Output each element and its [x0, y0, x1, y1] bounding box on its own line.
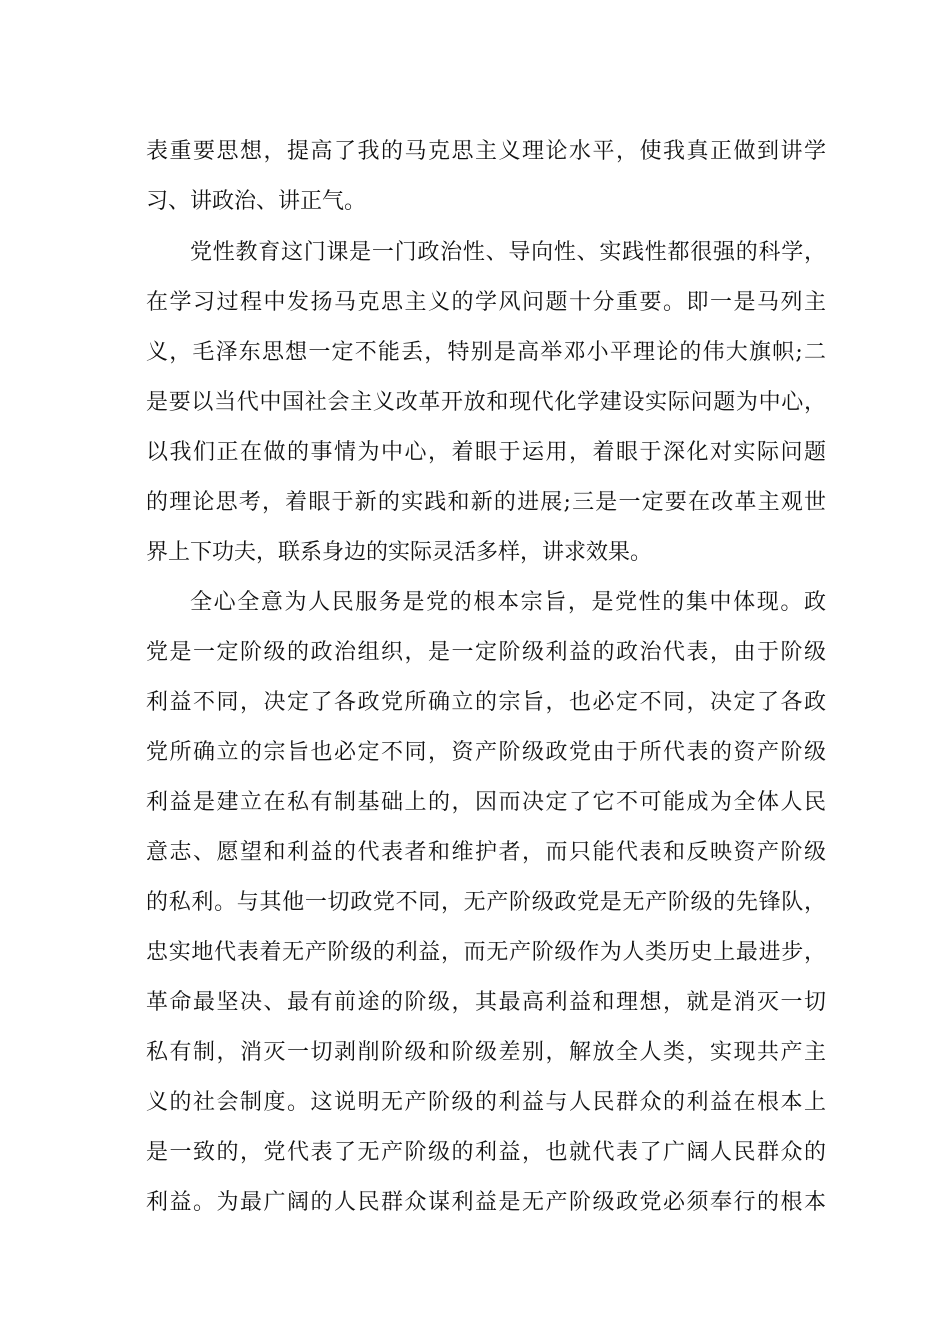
text-line: 利益是建立在私有制基础上的，因而决定了它不可能成为全体人民 [146, 790, 826, 815]
text-line: 忠实地代表着无产阶级的利益，而无产阶级作为人类历史上最进步， [146, 940, 826, 965]
text-line: 的私利。与其他一切政党不同，无产阶级政党是无产阶级的先锋队， [146, 890, 826, 915]
text-line: 义的社会制度。这说明无产阶级的利益与人民群众的利益在根本上 [146, 1090, 826, 1115]
text-line: 在学习过程中发扬马克思主义的学风问题十分重要。即一是马列主 [146, 290, 826, 315]
text-line: 是一致的，党代表了无产阶级的利益，也就代表了广阔人民群众的 [146, 1140, 826, 1165]
text-line: 以我们正在做的事情为中心，着眼于运用，着眼于深化对实际问题 [146, 440, 826, 465]
text-line: 利益。为最广阔的人民群众谋利益是无产阶级政党必须奉行的根本 [146, 1190, 826, 1215]
text-line: 革命最坚决、最有前途的阶级，其最高利益和理想，就是消灭一切 [146, 990, 826, 1015]
text-line: 党是一定阶级的政治组织，是一定阶级利益的政治代表，由于阶级 [146, 640, 826, 665]
text-line: 是要以当代中国社会主义改革开放和现代化学建设实际问题为中心， [146, 390, 826, 415]
text-line: 界上下功夫，联系身边的实际灵活多样，讲求效果。 [146, 540, 653, 565]
text-line: 义，毛泽东思想一定不能丢，特别是高举邓小平理论的伟大旗帜;二 [146, 340, 826, 365]
text-line: 意志、愿望和利益的代表者和维护者，而只能代表和反映资产阶级 [146, 840, 826, 865]
text-line: 的理论思考，着眼于新的实践和新的进展;三是一定要在改革主观世 [146, 490, 826, 515]
text-line: 全心全意为人民服务是党的根本宗旨，是党性的集中体现。政 [190, 590, 826, 615]
text-line: 表重要思想，提高了我的马克思主义理论水平，使我真正做到讲学 [146, 139, 826, 164]
text-line: 党所确立的宗旨也必定不同，资产阶级政党由于所代表的资产阶级 [146, 740, 826, 765]
text-line: 利益不同，决定了各政党所确立的宗旨，也必定不同，决定了各政 [146, 690, 826, 715]
text-line: 私有制，消灭一切剥削阶级和阶级差别，解放全人类，实现共产主 [146, 1040, 826, 1065]
text-line: 习、讲政治、讲正气。 [146, 189, 367, 214]
text-line: 党性教育这门课是一门政治性、导向性、实践性都很强的科学， [190, 240, 826, 265]
